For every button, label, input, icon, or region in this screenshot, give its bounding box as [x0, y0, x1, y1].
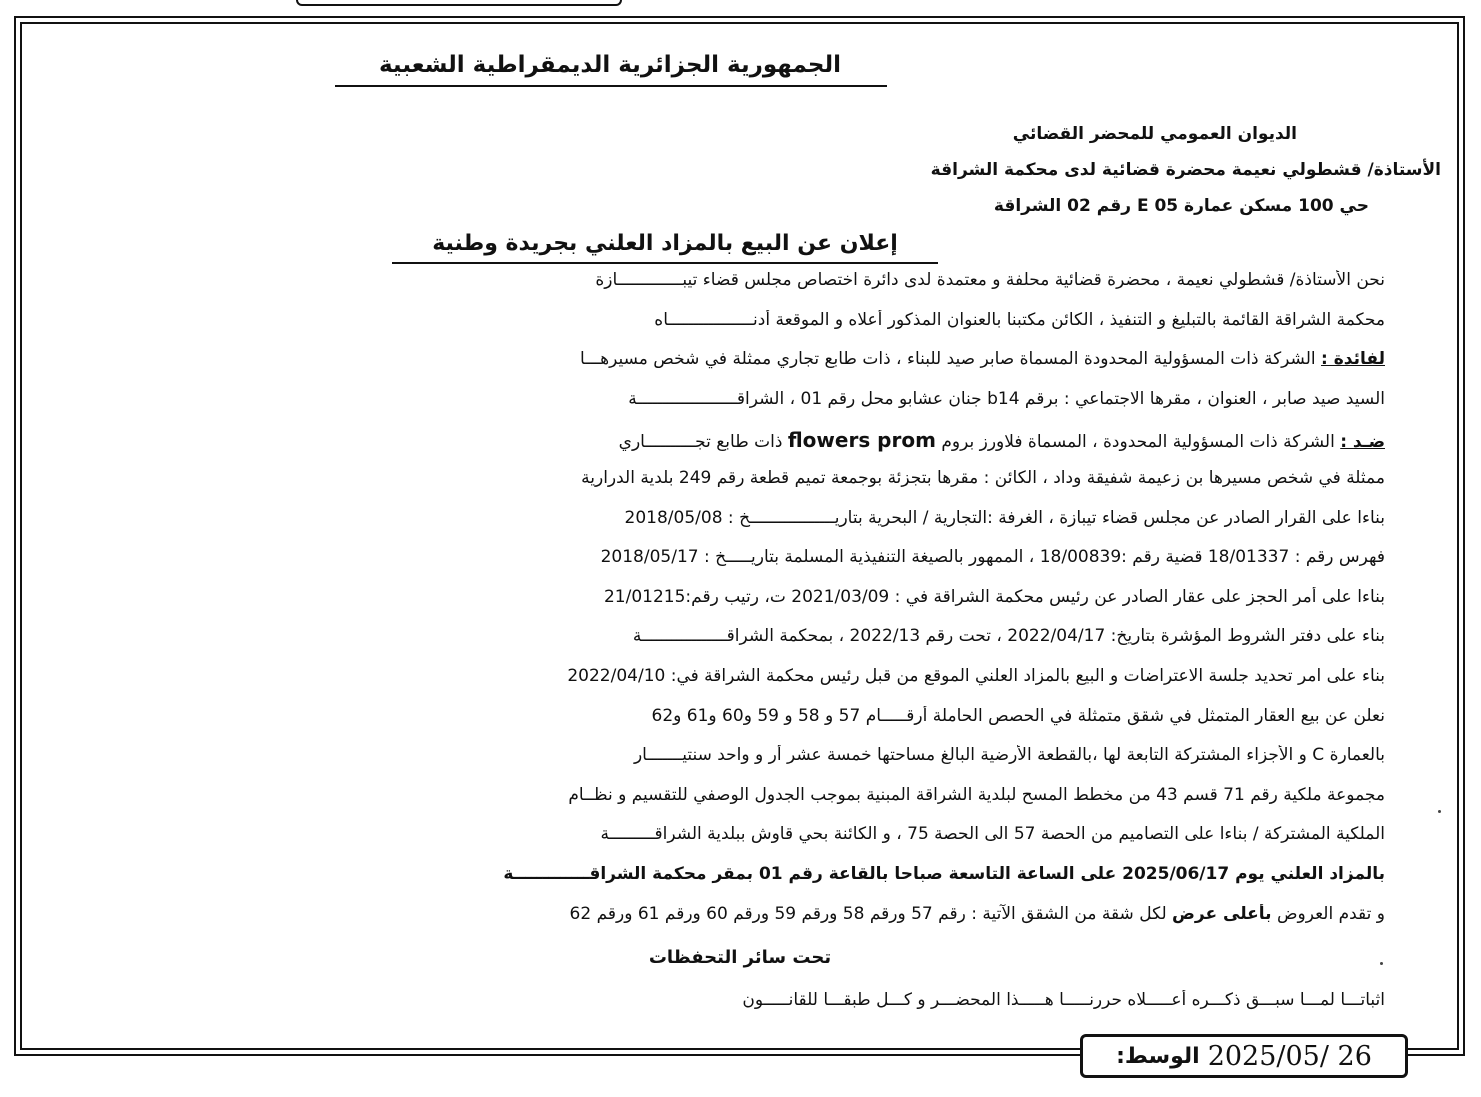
line-text: بناءا على القرار الصادر عن مجلس قضاء تيبازة ، الغرفة :التجارية / البحرية بتاريـــــــــــــــــخ : 2018/05/08 [624, 507, 1385, 528]
line-text: مجموعة ملكية رقم 71 قسم 43 من مخطط المسح لبلدية الشراقة المبنية بموجب الجدول الوصفي للتقسيم و نظــام [568, 784, 1385, 805]
company-latin-name: flowers prom [787, 428, 936, 453]
body-line [45, 270, 1385, 290]
newspaper-date-box [1080, 1034, 1408, 1078]
body-line [45, 428, 1385, 452]
body-line [45, 626, 1385, 646]
announcement-underline [392, 262, 938, 264]
body-line [45, 587, 1385, 607]
body-line [45, 824, 1385, 844]
document-title: الجمهورية الجزائرية الديمقراطية الشعبية [378, 52, 842, 78]
publication-date: 2025/05/ 26 [1207, 1040, 1372, 1072]
newspaper-label: الوسط: [1116, 1043, 1200, 1069]
line-text: لكل شقة من الشقق الآتية : رقم 57 ورقم 58 ورقم 59 ورقم 60 ورقم 61 ورقم 62 [569, 903, 1173, 924]
speck [1438, 810, 1441, 813]
line-text: محكمة الشراقة القائمة بالتبليغ و التنفيذ ، الكائن مكتبنا بالعنوان المذكور أعلاه و الموقعة أدنـــــــــــــــــاه [654, 309, 1385, 330]
line-text: السيد صيد صابر ، العنوان ، مقرها الاجتماعي : برقم b14 جنان عشابو محل رقم 01 ، الشراقــــــــــــــــــــة [628, 388, 1385, 409]
line-text: نحن الأستاذة/ قشطولي نعيمة ، محضرة قضائية محلفة و معتمدة لدى دائرة اختصاص مجلس قضاء تيبـــــــــــــازة [595, 270, 1385, 290]
party-keyword: لفائدة : [1321, 349, 1385, 370]
body-line [45, 547, 1385, 567]
title-underline [335, 85, 887, 87]
header-bailiff: الأستاذة/ قشطولي نعيمة محضرة قضائية لدى محكمة الشراقة [930, 160, 1441, 180]
announcement-title: إعلان عن البيع بالمزاد العلني بجريدة وطنية [432, 231, 898, 256]
line-text: نعلن عن بيع العقار المتمثل في شقق متمثلة في الحصص الحاملة أرقـــــام 57 و 58 و 59 و60 و61 و62 [651, 705, 1385, 726]
body-line [45, 508, 1385, 528]
line-text: فهرس رقم : 18/01337 قضية رقم :18/00839 ، الممهور بالصيغة التنفيذية المسلمة بتاريـــــخ : 2018/05/17 [600, 547, 1385, 568]
body-line [45, 468, 1385, 488]
line-text: ذات طابع تجــــــــــاري [618, 432, 788, 453]
line-text: الملكية المشتركة / بناءا على التصاميم من الحصة 57 الى الحصة 75 ، و الكائنة بحي قاوش ببلدية الشراقـــــــــة [600, 824, 1385, 845]
auction-date-line: بالمزاد العلني يوم 2025/06/17 على الساعة التاسعة صباحا بالقاعة رقم 01 بمقر محكمة الشراقـــــــــــــة [503, 864, 1385, 884]
body-line [45, 785, 1385, 805]
header-address: حي 100 مسكن عمارة E 05 رقم 02 الشراقة [993, 196, 1369, 216]
highest-offer-text: بأعلى عرض [1172, 903, 1272, 924]
body-line [45, 706, 1385, 726]
body-line [45, 349, 1385, 369]
line-text: بناءا على أمر الحجز على عقار الصادر عن رئيس محكمة الشراقة في : 2021/03/09 ت، رتيب رقم:21/01215 [603, 586, 1385, 607]
line-text: الشركة ذات المسؤولية المحدودة ، المسماة فلاورز بروم [935, 432, 1341, 453]
body-line [45, 745, 1385, 765]
body-line [45, 389, 1385, 409]
party-keyword: ضـد : [1340, 432, 1385, 453]
line-text: ممثلة في شخص مسيرها بن زعيمة شفيقة وداد ، الكائن : مقرها بتجزئة بوجمعة تميم قطعة رقم 249 بلدية الدرارية [581, 468, 1385, 488]
body-line [45, 666, 1385, 686]
body-line [45, 864, 1385, 884]
speck [1380, 962, 1383, 965]
body-line [45, 904, 1385, 924]
closing-line: اثباتـــا لمـــا سبـــق ذكـــره أعـــــلاه حررنـــــا هـــــذا المحضـــر و كـــل طبقـــا للقانـــــون [742, 990, 1385, 1010]
line-text: بناء على امر تحديد جلسة الاعتراضات و البيع بالمزاد العلني الموقع من قبل رئيس محكمة الشراقة في: 2022/04/10 [567, 666, 1385, 686]
line-text: و تقدم العروض [1271, 903, 1385, 924]
top-tab-edge [296, 0, 622, 6]
header-office: الديوان العمومي للمحضر القضائي [1012, 124, 1297, 144]
reservation-note: تحت سائر التحفظات [648, 947, 832, 968]
body-line [45, 310, 1385, 330]
line-text: الشركة ذات المسؤولية المحدودة المسماة صابر صيد للبناء ، ذات طابع تجاري ممثلة في شخص مسيرهـــا [580, 349, 1322, 370]
line-text: بناء على دفتر الشروط المؤشرة بتاريخ: 2022/04/17 ، تحت رقم 2022/13 ، بمحكمة الشراقـــــــــــــــــة [632, 626, 1385, 647]
line-text: بالعمارة C و الأجزاء المشتركة التابعة لها ،بالقطعة الأرضية البالغ مساحتها خمسة عشر أر و واحد سنتيـــــــار [633, 745, 1385, 766]
